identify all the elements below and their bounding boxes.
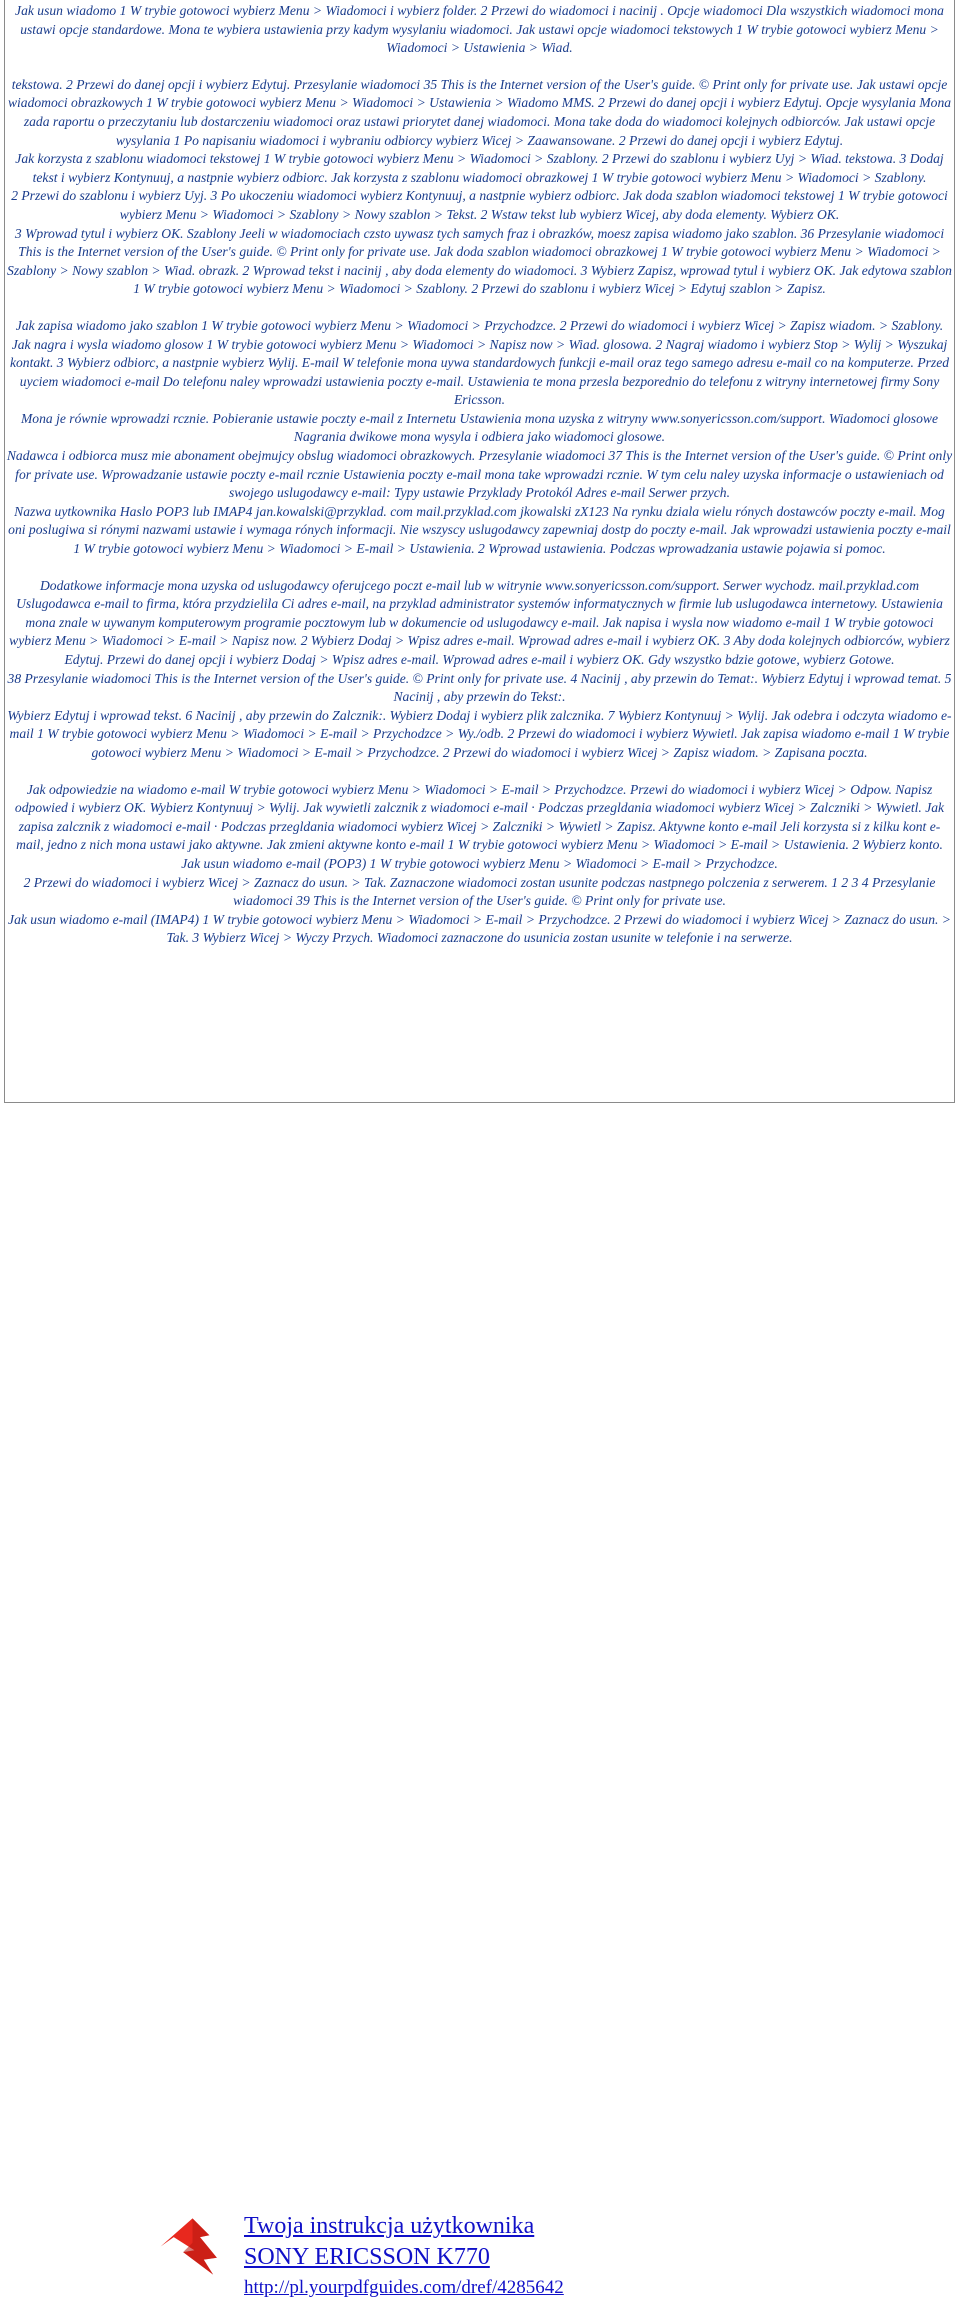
- paragraph: Dodatkowe informacje mona uzyska od uslugodawcy oferujcego poczt e-mail lub w witrynie www.sonyericsson.com/support. Serwer wychodz. mail.przyklad.com Uslugodawca e-mail to firma, która przydzielila Ci adres e-mail, na przyklad administrator systemów informatycznych w firmie lub uslugodawca internetowy. Ustawienia mona znale w uywanym komputerowym programie pocztowym lub w dokumencie od uslugodawcy e-mail. Jak napisa i wysla now wiadomo e-mail 1 W trybie gotowoci wybierz Menu > Wiadomoci > E-mail > Napisz now. 2 Wybierz Dodaj > Wpisz adres e-mail. Wprowad adres e-mail i wybierz OK. 3 Aby doda kolejnych odbiorców, wybierz Edytuj. Przewi do danej opcji i wybierz Dodaj > Wpisz adres e-mail. Wprowad adres e-mail i wybierz OK. Gdy wszystko bdzie gotowe, wybierz Gotowe.: [9, 577, 950, 667]
- paragraph: tekstowa. 2 Przewi do danej opcji i wybierz Edytuj. Przesylanie wiadomoci 35 This is the Internet version of the User's guide. © Print only for private use. Jak ustawi opcje wiadomoci obrazkowych 1 W trybie gotowoci wybierz Menu > Wiadomoci > Ustawienia > Wiadomo MMS. 2 Przewi do danej opcji i wybierz Edytuj. Opcje wysylania Mona zada raportu o przeczytaniu lub dostarczeniu wiadomoci oraz ustawi priorytet danej wiadomoci. Mona take doda do wiadomoci kolejnych odbiorców. Jak ustawi opcje wysylania 1 Po napisaniu wiadomoci i wybraniu odbiorcy wybierz Wicej > Zaawansowane. 2 Przewi do danej opcji i wybierz Edytuj.: [7, 76, 952, 148]
- paragraph: Mona je równie wprowadzi rcznie. Pobieranie ustawie poczty e-mail z Internetu Ustawienia mona uzyska z witryny www.sonyericsson.com/support. Wiadomoci glosowe Nagrania dwikowe mona wysyla i odbiera jako wiadomoci glosowe.: [20, 410, 938, 445]
- paragraph: Jak odpowiedzie na wiadomo e-mail W trybie gotowoci wybierz Menu > Wiadomoci > E-mail > Przychodzce. Przewi do wiadomoci i wybierz Wicej > Odpow. Napisz odpowied i wybierz OK. Wybierz Kontynuuj > Wylij. Jak wywietli zalcznik z wiadomoci e-mail · Podczas przegldania wiadomoci wybierz Wicej > Zalczniki > Wywietl. Jak zapisa zalcznik z wiadomoci e-mail · Podczas przegldania wiadomoci wybierz Wicej > Zalczniki > Wywietl > Zapisz. Aktywne konto e-mail Jeli korzysta si z kilku kont e-mail, jedno z nich mona ustawi jako aktywne. Jak zmieni aktywne konto e-mail 1 W trybie gotowoci wybierz Menu > Wiadomoci > E-mail > Ustawienia. 2 Wybierz konto. Jak usun wiadomo e-mail (POP3) 1 W trybie gotowoci wybierz Menu > Wiadomoci > E-mail > Przychodzce.: [14, 781, 945, 871]
- paragraph: Nazwa uytkownika Haslo POP3 lub IMAP4 jan.kowalski@przyklad. com mail.przyklad.com jkowalski zX123 Na rynku dziala wielu rónych dostawców poczty e-mail. Mog oni poslugiwa si rónymi nazwami ustawie i wymaga rónych informacji. Nie wszyscy uslugodawcy zapewniaj dostp do poczty e-mail. Jak wprowadzi ustawienia poczty e-mail 1 W trybie gotowoci wybierz Menu > Wiadomoci > E-mail > Ustawienia. 2 Wprowad ustawienia. Podczas wprowadzania ustawie pojawia si pomoc.: [8, 503, 951, 557]
- paragraph: Wybierz Edytuj i wprowad tekst. 6 Nacinij , aby przewin do Zalcznik:. Wybierz Dodaj i wybierz plik zalcznika. 7 Wybierz Kontynuuj > Wylij. Jak odebra i odczyta wiadomo e-mail 1 W trybie gotowoci wybierz Menu > Wiadomoci > E-mail > Przychodzce > Wy./odb. 2 Przewi do wiadomoci i wybierz Wywietl. Jak zapisa wiadomo e-mail 1 W trybie gotowoci wybierz Menu > Wiadomoci > E-mail > Przychodzce. 2 Przewi do wiadomoci i wybierz Wicej > Zapisz wiadom. > Zapisana poczta.: [7, 707, 952, 760]
- paragraph: 2 Przewi do szablonu i wybierz Uyj. 3 Po ukoczeniu wiadomoci wybierz Kontynuuj, a nastpnie wybierz odbiorc. Jak doda szablon wiadomoci tekstowej 1 W trybie gotowoci wybierz Menu > Wiadomoci > Szablony > Nowy szablon > Tekst. 2 Wstaw tekst lub wybierz Wicej, aby doda elementy. Wybierz OK.: [11, 188, 948, 222]
- paragraph-gap: [6, 299, 953, 317]
- paragraph: Jak usun wiadomo e-mail (IMAP4) 1 W trybie gotowoci wybierz Menu > Wiadomoci > E-mail > Przychodzce. 2 Przewi do wiadomoci i wybierz Wicej > Zaznacz do usun. > Tak. 3 Wybierz Wicej > Wyczy Przych. Wiadomoci zaznaczone do usunicia zostan usunite w telefonie i na serwerze.: [8, 911, 951, 946]
- manual-title-link[interactable]: Twoja instrukcja użytkownika: [244, 2213, 535, 2239]
- red-arrow-logo-icon: [155, 2209, 230, 2284]
- paragraph: Jak usun wiadomo 1 W trybie gotowoci wybierz Menu > Wiadomoci i wybierz folder. 2 Przewi do wiadomoci i nacinij . Opcje wiadomoci Dla wszystkich wiadomoci mona ustawi opcje standardowe. Mona te wybiera ustawienia przy kadym wysylaniu wiadomoci. Jak ustawi opcje wiadomoci tekstowych 1 W trybie gotowoci wybierz Menu > Wiadomoci > Ustawienia > Wiad.: [15, 3, 944, 56]
- guide-url-link[interactable]: http://pl.yourpdfguides.com/dref/4285642: [244, 2277, 564, 2298]
- document-body: [6, 2, 953, 948]
- footer-links: [244, 2211, 564, 2303]
- footer: [0, 1103, 960, 2298]
- paragraph: Jak korzysta z szablonu wiadomoci tekstowej 1 W trybie gotowoci wybierz Menu > Wiadomoci > Szablony. 2 Przewi do szablonu i wybierz Uyj > Wiad. tekstowa. 3 Dodaj tekst i wybierz Kontynuuj, a nastpnie wybierz odbiorc. Jak korzysta z szablonu wiadomoci obrazkowej 1 W trybie gotowoci wybierz Menu > Wiadomoci > Szablony.: [15, 151, 944, 185]
- paragraph-gap: [6, 559, 953, 577]
- paragraph: Jak zapisa wiadomo jako szablon 1 W trybie gotowoci wybierz Menu > Wiadomoci > Przychodzce. 2 Przewi do wiadomoci i wybierz Wicej > Zapisz wiadom. > Szablony. Jak nagra i wysla wiadomo glosow 1 W trybie gotowoci wybierz Menu > Wiadomoci > Napisz now > Wiad. glosowa. 2 Nagraj wiadomo i wybierz Stop > Wylij > Wyszukaj kontakt. 3 Wybierz odbiorc, a nastpnie wybierz Wylij. E-mail W telefonie mona uywa standardowych funkcji e-mail oraz tego samego adresu e-mail co na komputerze. Przed uyciem wiadomoci e-mail Do telefonu naley wprowadzi ustawienia poczty e-mail. Ustawienia te mona przesla bezporednio do telefonu z witryny internetowej firmy Sony Ericsson.: [9, 317, 950, 408]
- paragraph: Nadawca i odbiorca musz mie abonament obejmujcy obslug wiadomoci obrazkowych. Przesylanie wiadomoci 37 This is the Internet version of the User's guide. © Print only for private use. Wprowadzanie ustawie poczty e-mail rcznie Ustawienia poczty e-mail mona take wprowadzi rcznie. W tym celu naley uzyska informacje o ustawieniach od swojego uslugodawcy e-mail: Typy ustawie Przyklady Protokól Adres e-mail Serwer przych.: [6, 448, 953, 501]
- paragraph: 38 Przesylanie wiadomoci This is the Internet version of the User's guide. © Print only for private use. 4 Nacinij , aby przewin do Temat:. Wybierz Edytuj i wprowad temat. 5 Nacinij , aby przewin do Tekst:.: [7, 670, 952, 705]
- paragraph-gap: [6, 58, 953, 76]
- paragraph: 3 Wprowad tytul i wybierz OK. Szablony Jeeli w wiadomociach czsto uywasz tych samych fraz i obrazków, moesz zapisa wiadomo jako szablon. 36 Przesylanie wiadomoci This is the Internet version of the User's guide. © Print only for private use. Jak doda szablon wiadomoci obrazkowej 1 W trybie gotowoci wybierz Menu > Wiadomoci > Szablony > Nowy szablon > Wiad. obrazk. 2 Wprowad tekst i nacinij , aby doda elementy do wiadomoci. 3 Wybierz Zapisz, wprowad tytul i wybierz OK. Jak edytowa szablon 1 W trybie gotowoci wybierz Menu > Wiadomoci > Szablony. 2 Przewi do szablonu i wybierz Wicej > Edytuj szablon > Zapisz.: [7, 225, 952, 297]
- paragraph-gap: [6, 763, 953, 781]
- paragraph: 2 Przewi do wiadomoci i wybierz Wicej > Zaznacz do usun. > Tak. Zaznaczone wiadomoci zostan usunite podczas nastpnego polczenia z serwerem. 1 2 3 4 Przesylanie wiadomoci 39 This is the Internet version of the User's guide. © Print only for private use.: [23, 874, 936, 909]
- device-model-link[interactable]: SONY ERICSSON K770: [244, 2244, 490, 2270]
